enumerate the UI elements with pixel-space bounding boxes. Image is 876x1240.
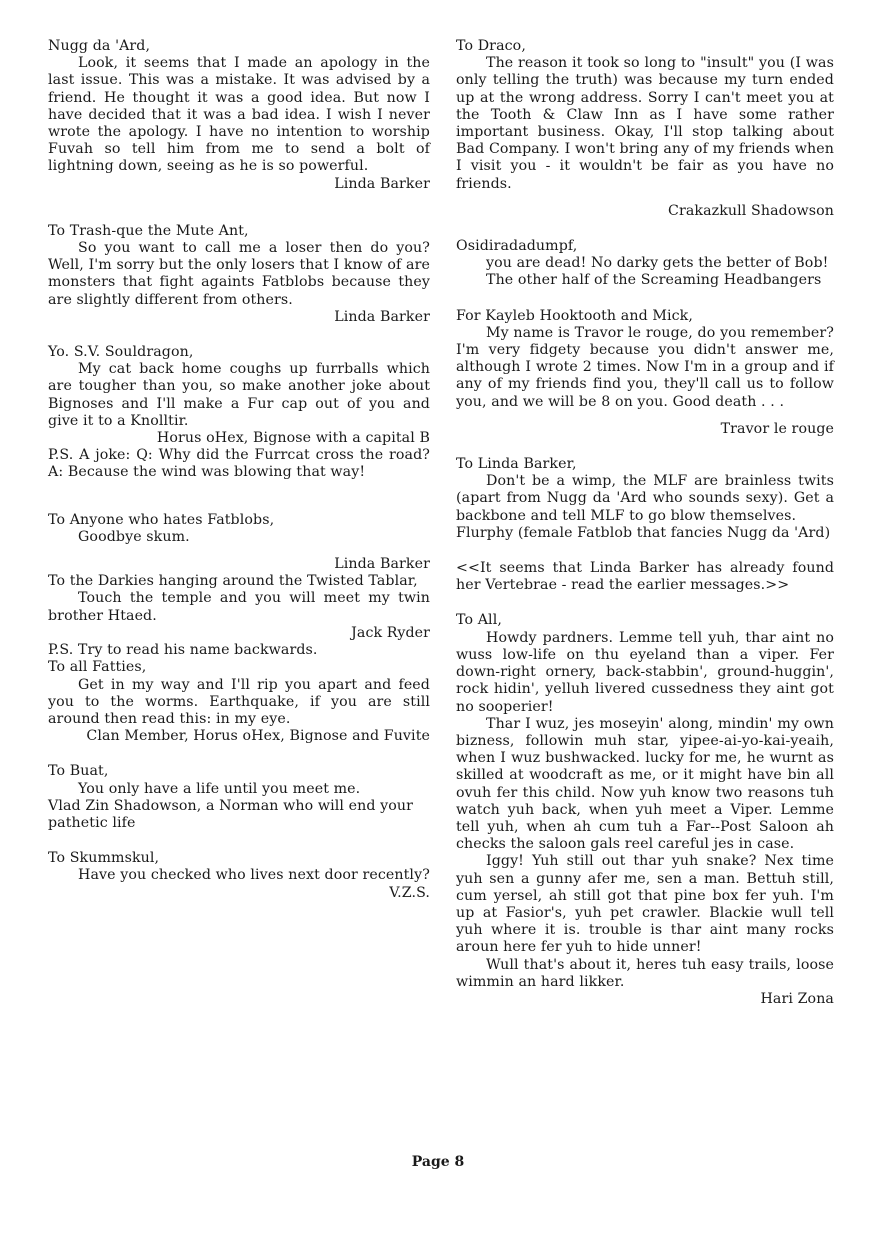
letter-body: Have you checked who lives next door recently?	[78, 867, 430, 884]
letter-salutation: To Draco,	[456, 38, 526, 54]
letter-salutation: Osidiradadumpf,	[456, 238, 578, 255]
letter-signature: Travor le rouge	[720, 420, 834, 437]
letter-postscript: P.S. A joke: Q: Why did the Furrcat cross the road? A: Because the wind was blowing that way!	[48, 447, 430, 481]
letter-salutation: To the Darkies hanging around the Twisted Tablar,	[48, 573, 418, 590]
letter-salutation: To Skummskul,	[48, 850, 160, 867]
letter-linda	[456, 456, 834, 542]
letter-signature: Vlad Zin Shadowson, a Norman who will end your pathetic life	[48, 797, 414, 831]
letter-body: Goodbye skum.	[78, 528, 190, 545]
letter-body: The reason it took so long to "insult" you (I was only telling the truth) was because my turn ended up at the wrong address. Sorry I can't meet you at the Tooth & Claw Inn as I have some rather important business. Okay, I'll stop talking about Bad Company. I won't bring any of my friends when I visit you - it wouldn't be fair as you have no friends.	[456, 55, 834, 192]
letter-darkies	[48, 573, 430, 659]
letter-signature: Linda Barker	[334, 175, 430, 192]
editor-note-text: <<It seems that Linda Barker has already found her Vertebrae - read the earlier messages.>>	[456, 560, 834, 594]
letter-body: you are dead! No darky gets the better of Bob!	[486, 255, 829, 272]
letter-salutation: Yo. S.V. Souldragon,	[48, 344, 194, 361]
letter-body: Thar I wuz, jes moseyin' along, mindin' my own bizness, followin muh star, yipee-ai-yo-kai-yeaih, when I wuz bushwacked. lucky for me, he wurnt as skilled at woodcraft as me, or it might have bin all ovuh fer this child. Now yuh know two reasons tuh watch yuh back, when yuh meet a Viper. Lemme tell yuh, when ah cum tuh a Far--Post Saloon ah checks the saloon gals reel careful jes in case.	[456, 715, 834, 853]
letter-body: Touch the temple and you will meet my twin brother Htaed.	[48, 590, 430, 624]
letter-salutation: For Kayleb Hooktooth and Mick,	[456, 307, 693, 324]
left-column	[48, 38, 430, 902]
letter-salutation: To all Fatties,	[48, 659, 147, 676]
letter-signature: Clan Member, Horus oHex, Bignose and Fuvite	[86, 728, 430, 745]
letter-body: My cat back home coughs up furrballs which are tougher than you, so make another joke about Bignoses and I'll make a Fur cap out of you and give it to a Knolltir.	[48, 361, 430, 429]
letter-body: Iggy! Yuh still out thar yuh snake? Nex time yuh sen a gunny afer me, sen a man. Bettuh still, cum yersel, ah still got that pine box fer yuh. I'm up at Fasior's, yuh pet crawler. Blackie wull tell yuh where it is. trouble is thar aint many rocks aroun here fer yuh to hide unner!	[456, 853, 834, 956]
letter-nugg	[48, 38, 430, 193]
page-number: Page 8	[411, 1154, 465, 1170]
letter-souldragon	[48, 344, 430, 482]
right-column	[456, 38, 834, 1008]
letter-body: Get in my way and I'll rip you apart and feed you to the worms. Earthquake, if you are still around then read this: in my eye.	[48, 676, 430, 727]
letter-skummskul	[48, 850, 430, 902]
letter-signature: Flurphy (female Fatblob that fancies Nugg da 'Ard)	[456, 524, 831, 541]
letter-kayleb	[456, 308, 834, 438]
editor-note	[456, 560, 834, 594]
letter-buat	[48, 763, 430, 832]
letter-signature: Linda Barker	[334, 556, 430, 573]
letter-body: Don't be a wimp, the MLF are brainless twits (apart from Nugg da 'Ard who sounds sexy). Get a backbone and tell MLF to go blow themselves.	[456, 473, 834, 524]
letter-signature: V.Z.S.	[389, 884, 430, 901]
letter-draco	[456, 38, 834, 220]
letter-signature: The other half of the Screaming Headbangers	[486, 272, 822, 289]
letter-fatties	[48, 659, 430, 745]
letter-anyone	[48, 512, 430, 574]
letter-body: Wull that's about it, heres tuh easy trails, loose wimmin an hard likker.	[456, 956, 834, 990]
letter-signature: Linda Barker	[334, 308, 430, 325]
letter-body: My name is Travor le rouge, do you remember? I'm very fidgety because you didn't answer me, although I wrote 2 times. Now I'm in a group and if any of my friends find you, they'll call us to follow you, and we will be 8 on you. Good death . . .	[456, 324, 834, 410]
letter-body: So you want to call me a loser then do you? Well, I'm sorry but the only losers that I know of are monsters that fight againts Fatblobs because they are slightly different from others.	[48, 240, 430, 308]
letter-postscript: P.S. Try to read his name backwards.	[48, 642, 318, 659]
letter-body: Look, it seems that I made an apology in the last issue. This was a mistake. It was advised by a friend. He thought it was a good idea. But now I have decided that it was a bad idea. I wish I never wrote the apology. I have no intention to worship Fuvah so tell him from me to send a bolt of lightning down, seeing as he is so powerful.	[48, 55, 430, 175]
letter-trash-que	[48, 223, 430, 326]
letter-body: Howdy pardners. Lemme tell yuh, thar aint no wuss low-life on thu eyeland than a viper. Fer down-right ornery, back-stabbin', ground-huggin', rock hidin', yelluh livered cussedness they aint got no sooperier!	[456, 629, 834, 715]
letter-salutation: Nugg da 'Ard,	[48, 38, 151, 54]
letter-salutation: To Buat,	[48, 763, 109, 780]
letter-salutation: To All,	[456, 612, 502, 629]
letter-signature: Horus oHex, Bignose with a capital B	[156, 430, 430, 447]
letter-salutation: To Trash-que the Mute Ant,	[48, 222, 249, 239]
letter-signature: Hari Zona	[760, 990, 834, 1007]
letter-body: You only have a life until you meet me.	[78, 780, 361, 797]
letter-to-all	[456, 612, 834, 1008]
letter-signature: Crakazkull Shadowson	[668, 202, 834, 219]
letter-salutation: To Anyone who hates Fatblobs,	[48, 511, 275, 528]
letter-signature: Jack Ryder	[351, 624, 430, 641]
letter-salutation: To Linda Barker,	[456, 456, 577, 473]
letter-osidiradadumpf	[456, 238, 834, 290]
